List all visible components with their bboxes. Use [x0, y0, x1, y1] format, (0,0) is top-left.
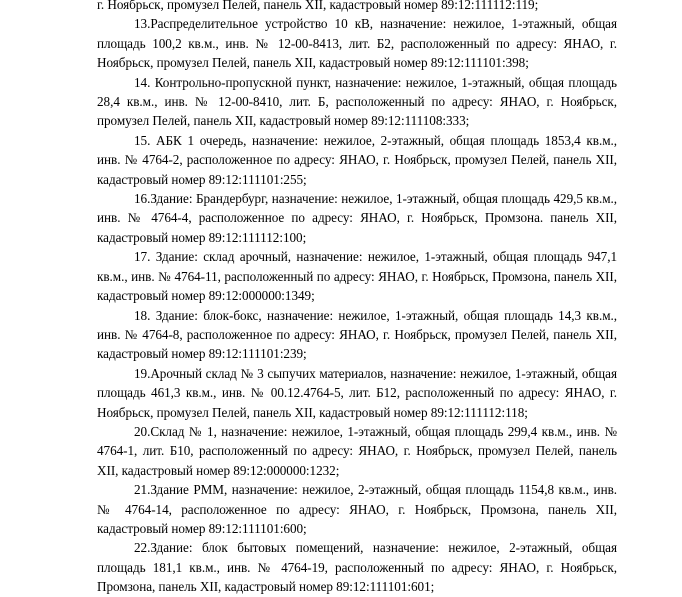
paragraph-item-15: 15. АБК 1 очередь, назначение: нежилое, 2-этажный, общая площадь 1853,4 кв.м., инв. № 4764-2, расположенное по адресу: ЯНАО, г. Ноябрьск, промузел Пелей, панель XII, кадастровый номер 89:12:111101:255; [97, 132, 617, 187]
paragraph-item-20: 20.Склад № 1, назначение: нежилое, 1-этажный, общая площадь 299,4 кв.м., инв. № 4764-1, лит. Б10, расположенный по адресу: ЯНАО, г. Ноябрьск, промузел Пелей, панель XII, кадастровый номер 89:12:000000:1232; [97, 423, 617, 478]
paragraph-item-22: 22.Здание: блок бытовых помещений, назначение: нежилое, 2-этажный, общая площадь 181,1 кв.м., инв. № 4764-19, расположенный по адресу: ЯНАО, г. Ноябрьск, Промзона, панель XII, кадастровый номер 89:12:111101:601; [97, 540, 617, 595]
paragraph-item-19: 19.Арочный склад № 3 сыпучих материалов, назначение: нежилое, 1-этажный, общая площадь 461,3 кв.м., инв. № 00.12.4764-5, лит. Б12, расположенный по адресу: ЯНАО, г. Ноябрьск, промузел Пелей, панель XII, кадастровый номер 89:12:111112:118; [97, 365, 617, 420]
paragraph-item-14: 14. Контрольно-пропускной пункт, назначение: нежилое, 1-этажный, общая площадь 28,4 кв.м., инв. № 12-00-8410, лит. Б, расположенный по адресу: ЯНАО, г. Ноябрьск, промузел Пелей, панель XII, кадастровый номер 89:12:111108:333; [97, 74, 617, 129]
paragraph-item-18: 18. Здание: блок-бокс, назначение: нежилое, 1-этажный, общая площадь 14,3 кв.м., инв. № 4764-8, расположенное по адресу: ЯНАО, г. Ноябрьск, промузел Пелей, панель XII, кадастровый номер 89:12:111101:239; [97, 307, 617, 362]
document-body [97, 0, 617, 597]
paragraph-item-16: 16.Здание: Брандербург, назначение: нежилое, 1-этажный, общая площадь 429,5 кв.м., инв. № 4764-4, расположенное по адресу: ЯНАО, г. Ноябрьск, Промзона. панель XII, кадастровый номер 89:12:111112:100; [97, 191, 617, 245]
paragraph-item-17: 17. Здание: склад арочный, назначение: нежилое, 1-этажный, общая площадь 947,1 кв.м., инв. № 4764-11, расположенный по адресу: ЯНАО, г. Ноябрьск, Промзона, панель XII, кадастровый номер 89:12:000000:1349; [97, 249, 617, 304]
paragraph-item-13: 13.Распределительное устройство 10 кВ, назначение: нежилое, 1-этажный, общая площадь 100,2 кв.м., инв. № 12-00-8413, лит. Б2, расположенный по адресу: ЯНАО, г. Ноябрьск, промузел Пелей, панель XII, кадастровый номер 89:12:111101:398; [97, 16, 617, 71]
paragraph-item-21: 21.Здание РММ, назначение: нежилое, 2-этажный, общая площадь 1154,8 кв.м., инв. № 4764-14, расположенное по адресу: ЯНАО, г. Ноябрьск, Промзона, панель XII, кадастровый номер 89:12:111101:600; [97, 482, 617, 536]
paragraph-item-12-tail: г. Ноябрьск, промузел Пелей, панель XII, кадастровый номер 89:12:111112:119; [97, 0, 539, 12]
